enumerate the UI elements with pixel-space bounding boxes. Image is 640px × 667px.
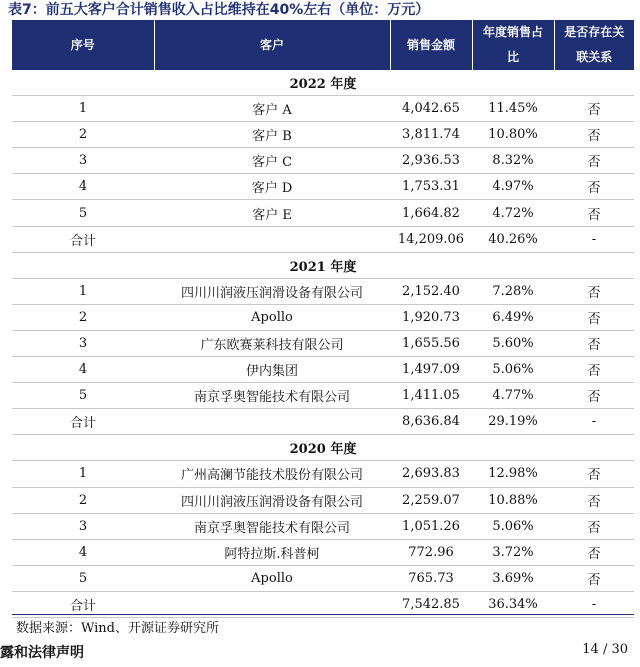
total-label: 合计 <box>12 591 154 617</box>
related-party-flag: 否 <box>554 513 634 539</box>
sales-amount: 1,411.05 <box>390 383 472 409</box>
row-number: 4 <box>12 539 154 565</box>
year-label: 2022 年度 <box>12 70 634 96</box>
row-number: 3 <box>12 330 154 356</box>
year-section-row <box>12 252 634 278</box>
total-label: 合计 <box>12 226 154 252</box>
header-cell-line: 销售金额 <box>406 37 455 52</box>
sales-ratio: 7.28% <box>472 278 554 304</box>
sales-ratio: 3.69% <box>472 565 554 591</box>
row-number: 4 <box>12 357 154 383</box>
total-related-flag: - <box>554 409 634 435</box>
sales-amount: 772.96 <box>390 539 472 565</box>
related-party-flag: 否 <box>554 383 634 409</box>
sales-amount: 2,152.40 <box>390 278 472 304</box>
table-row <box>12 304 634 330</box>
header-cell <box>154 20 390 70</box>
table-row <box>12 487 634 513</box>
total-amount: 14,209.06 <box>390 226 472 252</box>
related-party-flag: 否 <box>554 122 634 148</box>
row-number: 2 <box>12 487 154 513</box>
table-row <box>12 565 634 591</box>
customer-name: 广州高澜节能技术股份有限公司 <box>154 461 390 487</box>
header-cell-line: 联关系 <box>576 50 613 64</box>
header-cell <box>390 20 472 70</box>
related-party-flag: 否 <box>554 200 634 226</box>
row-number: 1 <box>12 278 154 304</box>
page-number: 14 / 30 <box>582 642 628 657</box>
sales-amount: 765.73 <box>390 565 472 591</box>
total-ratio: 29.19% <box>472 409 554 435</box>
total-label: 合计 <box>12 409 154 435</box>
related-party-flag: 否 <box>554 278 634 304</box>
customer-name: 南京孚奥智能技术有限公司 <box>154 513 390 539</box>
row-number: 1 <box>12 96 154 122</box>
customer-name: 四川川润液压润滑设备有限公司 <box>154 278 390 304</box>
row-number: 3 <box>12 513 154 539</box>
sales-ratio: 4.72% <box>472 200 554 226</box>
sales-ratio: 10.88% <box>472 487 554 513</box>
related-party-flag: 否 <box>554 148 634 174</box>
total-amount: 8,636.84 <box>390 409 472 435</box>
total-customer-empty <box>154 409 390 435</box>
sales-ratio: 11.45% <box>472 96 554 122</box>
customer-name: 四川川润液压润滑设备有限公司 <box>154 487 390 513</box>
table-header-row <box>12 20 634 70</box>
sales-amount: 2,936.53 <box>390 148 472 174</box>
total-related-flag: - <box>554 591 634 617</box>
header-cell <box>554 20 634 70</box>
sales-ratio: 5.06% <box>472 357 554 383</box>
customer-name: 客户 A <box>154 96 390 122</box>
header-cell-line: 是否存在关 <box>564 25 625 39</box>
sales-amount: 1,664.82 <box>390 200 472 226</box>
related-party-flag: 否 <box>554 487 634 513</box>
customer-name: 客户 C <box>154 148 390 174</box>
customer-name: 客户 E <box>154 200 390 226</box>
data-source-note: 数据来源：Wind、开源证券研究所 <box>16 621 219 636</box>
row-number: 2 <box>12 122 154 148</box>
table-row <box>12 200 634 226</box>
table-row <box>12 383 634 409</box>
related-party-flag: 否 <box>554 539 634 565</box>
total-ratio: 40.26% <box>472 226 554 252</box>
row-number: 2 <box>12 304 154 330</box>
header-cell-line: 比 <box>506 50 519 64</box>
sales-ratio: 12.98% <box>472 461 554 487</box>
table-row <box>12 461 634 487</box>
related-party-flag: 否 <box>554 461 634 487</box>
table-body <box>12 70 634 617</box>
customer-name: 客户 B <box>154 122 390 148</box>
sales-amount: 1,655.56 <box>390 330 472 356</box>
sales-ratio: 4.97% <box>472 174 554 200</box>
row-number: 1 <box>12 461 154 487</box>
total-related-flag: - <box>554 226 634 252</box>
total-row <box>12 226 634 252</box>
customer-name: 客户 D <box>154 174 390 200</box>
related-party-flag: 否 <box>554 357 634 383</box>
row-number: 5 <box>12 565 154 591</box>
sales-amount: 2,259.07 <box>390 487 472 513</box>
header-cell-line: 序号 <box>70 37 95 52</box>
related-party-flag: 否 <box>554 96 634 122</box>
row-number: 3 <box>12 148 154 174</box>
header-cell-line: 客户 <box>259 37 284 52</box>
row-number: 5 <box>12 200 154 226</box>
sales-amount: 2,693.83 <box>390 461 472 487</box>
customer-name: Apollo <box>154 565 390 591</box>
customer-sales-table <box>12 20 634 618</box>
year-section-row <box>12 70 634 96</box>
table-row <box>12 96 634 122</box>
sales-ratio: 5.60% <box>472 330 554 356</box>
table-title: 表7：前五大客户合计销售收入占比维持在40%左右（单位：万元） <box>8 2 430 18</box>
sales-amount: 1,920.73 <box>390 304 472 330</box>
year-label: 2021 年度 <box>12 252 634 278</box>
header-cell <box>12 20 154 70</box>
customer-name: 阿特拉斯.科普柯 <box>154 539 390 565</box>
year-section-row <box>12 435 634 461</box>
sales-ratio: 5.06% <box>472 513 554 539</box>
total-amount: 7,542.85 <box>390 591 472 617</box>
sales-amount: 1,753.31 <box>390 174 472 200</box>
customer-name: 伊内集团 <box>154 357 390 383</box>
header-cell-line: 年度销售占 <box>482 25 543 39</box>
related-party-flag: 否 <box>554 330 634 356</box>
related-party-flag: 否 <box>554 565 634 591</box>
related-party-flag: 否 <box>554 174 634 200</box>
total-row <box>12 409 634 435</box>
sales-amount: 1,497.09 <box>390 357 472 383</box>
legal-disclaimer-label: 露和法律声明 <box>0 645 84 661</box>
table-row <box>12 148 634 174</box>
table-row <box>12 357 634 383</box>
table-row <box>12 122 634 148</box>
sales-ratio: 8.32% <box>472 148 554 174</box>
sales-amount: 1,051.26 <box>390 513 472 539</box>
total-ratio: 36.34% <box>472 591 554 617</box>
row-number: 4 <box>12 174 154 200</box>
sales-amount: 4,042.65 <box>390 96 472 122</box>
sales-ratio: 4.77% <box>472 383 554 409</box>
total-customer-empty <box>154 226 390 252</box>
table-bottom-rule <box>12 614 634 615</box>
table-row <box>12 278 634 304</box>
table-row <box>12 539 634 565</box>
sales-ratio: 6.49% <box>472 304 554 330</box>
table-row <box>12 513 634 539</box>
table-row <box>12 330 634 356</box>
customer-name: 广东欧赛莱科技有限公司 <box>154 330 390 356</box>
customer-name: 南京孚奥智能技术有限公司 <box>154 383 390 409</box>
sales-amount: 3,811.74 <box>390 122 472 148</box>
related-party-flag: 否 <box>554 304 634 330</box>
customer-name: Apollo <box>154 304 390 330</box>
header-cell <box>472 20 554 70</box>
sales-ratio: 3.72% <box>472 539 554 565</box>
sales-ratio: 10.80% <box>472 122 554 148</box>
table-row <box>12 174 634 200</box>
year-label: 2020 年度 <box>12 435 634 461</box>
row-number: 5 <box>12 383 154 409</box>
